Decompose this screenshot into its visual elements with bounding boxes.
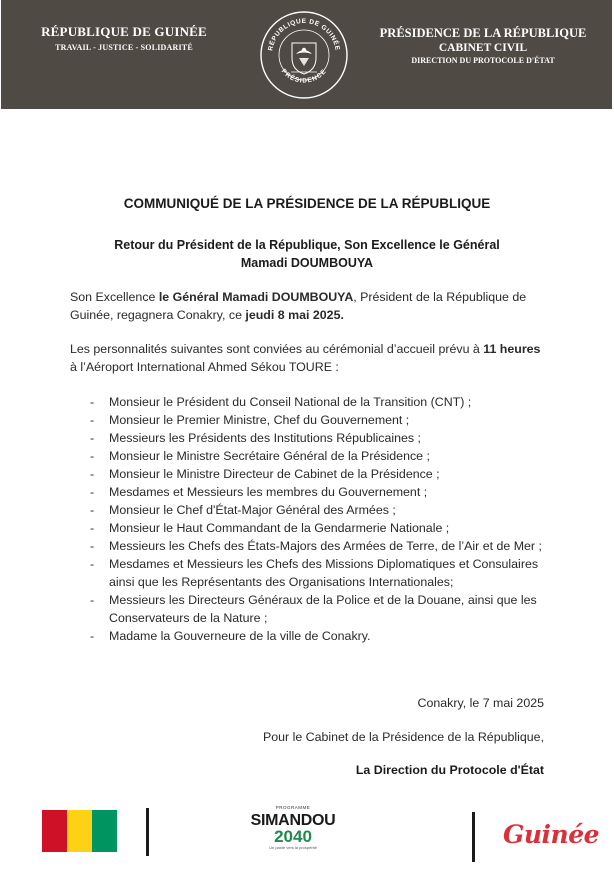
flag-stripe-yellow <box>67 810 92 852</box>
invitee-text: Mesdames et Messieurs les membres du Gouvernement ; <box>109 485 428 499</box>
cabinet-name: CABINET CIVIL <box>438 42 528 54</box>
p1-text-c: , Président de la République de Guinée, regagnera Conakry, ce <box>70 290 527 322</box>
invitation-paragraph <box>70 340 544 376</box>
svg-text:PRÉSIDENCE <box>280 68 328 85</box>
letterhead <box>1 0 612 109</box>
list-dash: - <box>90 503 95 517</box>
invitee-text: Monsieur le Chef d'État-Major Général des Armées ; <box>109 503 396 517</box>
invitee-item <box>90 537 560 555</box>
invitee-text: Monsieur le Haut Commandant de la Gendarmerie Nationale ; <box>109 521 450 535</box>
country-name: RÉPUBLIQUE DE GUINÉE <box>41 24 207 39</box>
simandou-name: SIMANDOU <box>250 812 336 829</box>
invitee-text: Messieurs les Chefs des États-Majors des Armées de Terre, de l’Air et de Mer ; <box>109 539 542 553</box>
presidency-name: PRÉSIDENCE DE LA RÉPUBLIQUE <box>379 26 587 40</box>
protocol-direction: DIRECTION DU PROTOCOLE D'ÉTAT <box>411 56 555 65</box>
invitee-item <box>90 483 560 501</box>
simandou-program-label: PROGRAMME <box>275 805 311 810</box>
invitee-text: Monsieur le Premier Ministre, Chef du Gouvernement ; <box>109 413 410 427</box>
on-behalf-line: Pour le Cabinet de la Présidence de la République, <box>262 730 544 744</box>
list-dash: - <box>90 431 95 445</box>
invitee-text: Mesdames et Messieurs les Chefs des Missions Diplomatiques et Consulaires ainsi que les Représentants des Organisations Internationales; <box>109 557 539 589</box>
list-dash: - <box>90 629 95 643</box>
list-dash: - <box>90 521 95 535</box>
list-dash: - <box>90 449 95 463</box>
invitee-item <box>90 465 560 483</box>
presidential-seal-icon <box>259 10 349 100</box>
letterhead-right <box>368 26 598 65</box>
flag-stripe-green <box>92 810 117 852</box>
place-date: Conakry, le 7 mai 2025 <box>417 696 544 710</box>
invitee-item <box>90 591 560 627</box>
list-dash: - <box>90 539 95 553</box>
subtitle-line-1: Retour du Président de la République, Son Excellence le Général <box>114 238 500 252</box>
invitee-item <box>90 393 560 411</box>
p2-text-a: Les personnalités suivantes sont conviées au cérémonial d’accueil prévu à <box>70 342 484 356</box>
list-dash: - <box>90 593 95 607</box>
flag-stripe-red <box>42 810 67 852</box>
svg-text:RÉPUBLIQUE DE GUINÉE <box>267 18 342 51</box>
invitee-item <box>90 429 560 447</box>
p1-date: jeudi 8 mai 2025. <box>245 308 344 322</box>
invitee-text: Monsieur le Ministre Secrétaire Général de la Présidence ; <box>109 449 430 463</box>
invitee-text: Monsieur le Ministre Directeur de Cabinet de la Présidence ; <box>109 467 440 481</box>
simandou-tagline: Un pacte vers la prospérité <box>269 845 317 850</box>
p2-text-c: à l’Aéroport International Ahmed Sékou TOURE : <box>70 360 339 374</box>
list-dash: - <box>90 467 95 481</box>
invitee-item <box>90 501 560 519</box>
invitee-text: Messieurs les Présidents des Institutions Républicaines ; <box>109 431 421 445</box>
invitee-item <box>90 519 560 537</box>
simandou-year: 2040 <box>274 827 312 846</box>
guinea-flag-icon <box>42 810 117 852</box>
simandou-logo <box>238 805 348 865</box>
guinee-brand-logo: Guinée <box>503 820 600 849</box>
national-motto: TRAVAIL - JUSTICE - SOLIDARITÉ <box>55 43 193 52</box>
p1-text-a: Son Excellence <box>70 290 159 304</box>
announcement-paragraph <box>70 288 544 324</box>
list-dash: - <box>90 413 95 427</box>
list-dash: - <box>90 557 95 571</box>
footer-divider <box>146 808 149 856</box>
invitee-text: Madame la Gouverneure de la ville de Conakry. <box>109 629 371 643</box>
list-dash: - <box>90 485 95 499</box>
seal-bottom-text: PRÉSIDENCE <box>279 67 329 85</box>
communique-title: COMMUNIQUÉ DE LA PRÉSIDENCE DE LA RÉPUBLIQUE <box>123 196 491 211</box>
communique-subtitle <box>70 236 544 272</box>
invitee-item <box>90 627 560 645</box>
list-dash: - <box>90 395 95 409</box>
subtitle-line-2: Mamadi DOUMBOUYA <box>240 256 374 270</box>
p2-time: 11 heures <box>483 342 541 356</box>
letterhead-left <box>29 24 219 52</box>
invitee-list <box>90 393 560 645</box>
invitee-text: Messieurs les Directeurs Généraux de la Police et de la Douane, ainsi que les Conservateurs de la Nature ; <box>109 593 537 625</box>
seal-top-text: RÉPUBLIQUE DE GUINÉE <box>267 17 341 52</box>
invitee-text: Monsieur le Président du Conseil National de la Transition (CNT) ; <box>109 395 472 409</box>
p1-president-name: le Général Mamadi DOUMBOUYA <box>158 290 354 304</box>
footer-divider <box>472 812 475 862</box>
signature-block: La Direction du Protocole d'État <box>355 763 544 777</box>
invitee-item <box>90 447 560 465</box>
invitee-item <box>90 411 560 429</box>
invitee-item <box>90 555 560 591</box>
